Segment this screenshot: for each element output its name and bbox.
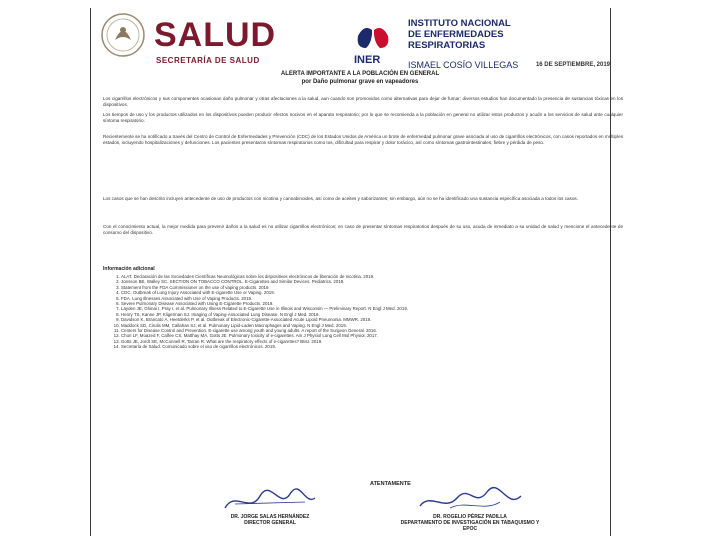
signatory-name — [395, 514, 545, 532]
iner-name-line: INSTITUTO NACIONAL — [408, 18, 511, 29]
reference-item: 14. Secretaría de Salud. Comunicado sobre el uso de cigarrillos electrónicos. 2019. — [121, 344, 641, 349]
iner-institute-name — [408, 18, 588, 51]
signature-block — [195, 486, 345, 526]
closing-text: ATENTAMENTE — [370, 481, 411, 487]
paragraph: Los cigarrillos electrónicos y sus componentes ocasionan daño pulmonar y otras afectaciones a la salud, aun cuando son promovidos como alternativas para dejar de fumar; diversos estudios han documentado la presencia de sustancias tóxicas en los dispositivos. — [103, 96, 623, 107]
reference-item: 6. Severe Pulmonary Disease Associated with Using E-Cigarette Products. 2019. — [121, 301, 641, 306]
salud-subtitle: SECRETARÍA DE SALUD — [156, 56, 260, 65]
reference-item: 13. Gotts JE, Jordt SE, McConnell R, Tarran R. What are the respiratory effects of e-cigarettes? BMJ. 2019. — [121, 339, 641, 344]
right-page-border — [610, 8, 611, 536]
signature-block — [395, 486, 545, 532]
left-page-border — [90, 8, 91, 536]
paragraph: Recientemente se ha notificado a través del Centro de Control de Enfermedades y Prevención (CDC) de los Estados Unidos de América un brote de enfermedad pulmonar grave asociada al uso de cigarrillos electrónicos, con casos reportados en múltiples estados, incluyendo hospitalizaciones y defunciones. Los pacientes presentaron síntomas respiratorios como tos, dificultad para respirar y dolor torácico, así como síntomas gastrointestinales, fiebre y pérdida de peso. — [103, 134, 623, 145]
salud-wordmark: SALUD — [154, 16, 277, 54]
paragraph: Con el conocimiento actual, la mejor medida para prevenir daños a la salud es no utilizar cigarrillos electrónicos; en caso de presentar síntomas respiratorios después de su uso, acuda de inmediato a su unidad de salud y mencione el antecedente de consumo del dispositivo. — [103, 224, 623, 235]
reference-item: 3. Statement from the FDA Commissioner on the use of vaping products. 2019. — [121, 285, 641, 290]
reference-item: 2. Jonsson BE, Walley SC. SECTION ON TOBACCO CONTROL. E-Cigarettes and Similar Devices. Pediatrics. 2019. — [121, 279, 641, 284]
references-heading: Información adicional — [103, 266, 155, 272]
reference-item: 4. CDC. Outbreak of Lung Injury Associated with E-cigarette Use or Vaping. 2019. — [121, 290, 641, 295]
reference-item: 7. Layden JE, Ghinai I, Pray I, et al. Pulmonary Illness Related to E-Cigarette Use in Illinois and Wisconsin — Preliminary Report. N Engl J Med. 2019. — [121, 306, 641, 311]
handwritten-signature — [395, 486, 545, 516]
iner-name-line: DE ENFERMEDADES — [408, 29, 504, 40]
handwritten-signature — [195, 486, 345, 516]
paragraph: Los tiempos de uso y los productos utilizados en los dispositivos pueden producir efectos nocivos en el aparato respiratorio; por lo que se recomienda a la población en general no utilizar estos productos y acudir a los servicios de salud ante cualquier síntoma respiratorio. — [103, 112, 623, 123]
reference-item: 9. Davidson K, Brancato A, Heetderks P, et al. Outbreak of Electronic-Cigarette-Associated Acute Lipoid Pneumonia. MMWR. 2019. — [121, 317, 641, 322]
iner-acronym: INER — [354, 54, 381, 66]
reference-item: 5. FDA. Lung Illnesses Associated with Use of Vaping Products. 2019. — [121, 296, 641, 301]
salud-logo — [100, 12, 350, 68]
signatory-role: DIRECTOR GENERAL — [244, 520, 296, 526]
iner-name-line: RESPIRATORIAS — [408, 40, 486, 51]
signatory-name-text: DR. ROGELIO PÉREZ PADILLA — [433, 514, 507, 520]
reference-item: 8. Henry TS, Kanne JP, Kligerman SJ. Imaging of Vaping-Associated Lung Disease. N Engl J Med. 2019. — [121, 312, 641, 317]
reference-item: 11. Centers for Disease Control and Prevention. E-cigarette use among youth and young adults. A report of the Surgeon General. 2016. — [121, 328, 641, 333]
reference-item: 12. Chun LF, Moazed F, Calfee CS, Matthay MA, Gotts JE. Pulmonary toxicity of e-cigarettes. Am J Physiol Lung Cell Mol Physiol. 2017. — [121, 333, 641, 338]
iner-subname: ISMAEL COSÍO VILLEGAS — [408, 60, 519, 70]
references-list — [103, 274, 641, 350]
reference-item: 10. Maddock SD, Cirulis MM, Callahan SJ, et al. Pulmonary Lipid-Laden Macrophages and Vaping. N Engl J Med. 2019. — [121, 323, 641, 328]
title-line: ALERTA IMPORTANTE A LA POBLACIÓN EN GENERAL — [280, 71, 440, 77]
signatory-name — [195, 514, 345, 526]
signatory-name-text: DR. JORGE SALAS HERNÁNDEZ — [230, 514, 310, 520]
iner-lungs-icon — [352, 14, 394, 56]
document-date: 16 DE SEPTIEMBRE, 2019 — [535, 62, 610, 68]
document-header — [90, 0, 610, 72]
reference-item: 1. ALAT. Declaración de las Sociedades Científicas Neumológicas sobre los dispositivos electrónicos de liberación de nicotina. 2019. — [121, 274, 641, 279]
paragraph: Los casos que se han descrito incluyen antecedente de uso de productos con nicotina y cannabinoides, así como de aceites y saborizantes; sin embargo, aún no se ha identificado una sustancia específica asociada a todos los casos. — [103, 196, 578, 201]
mexico-seal-icon — [100, 12, 146, 58]
signatory-role: DEPARTAMENTO DE INVESTIGACIÓN EN TABAQUISMO Y EPOC — [400, 520, 540, 532]
document-title — [180, 70, 540, 86]
title-line: por Daño pulmonar grave en vapeadores — [301, 79, 419, 85]
